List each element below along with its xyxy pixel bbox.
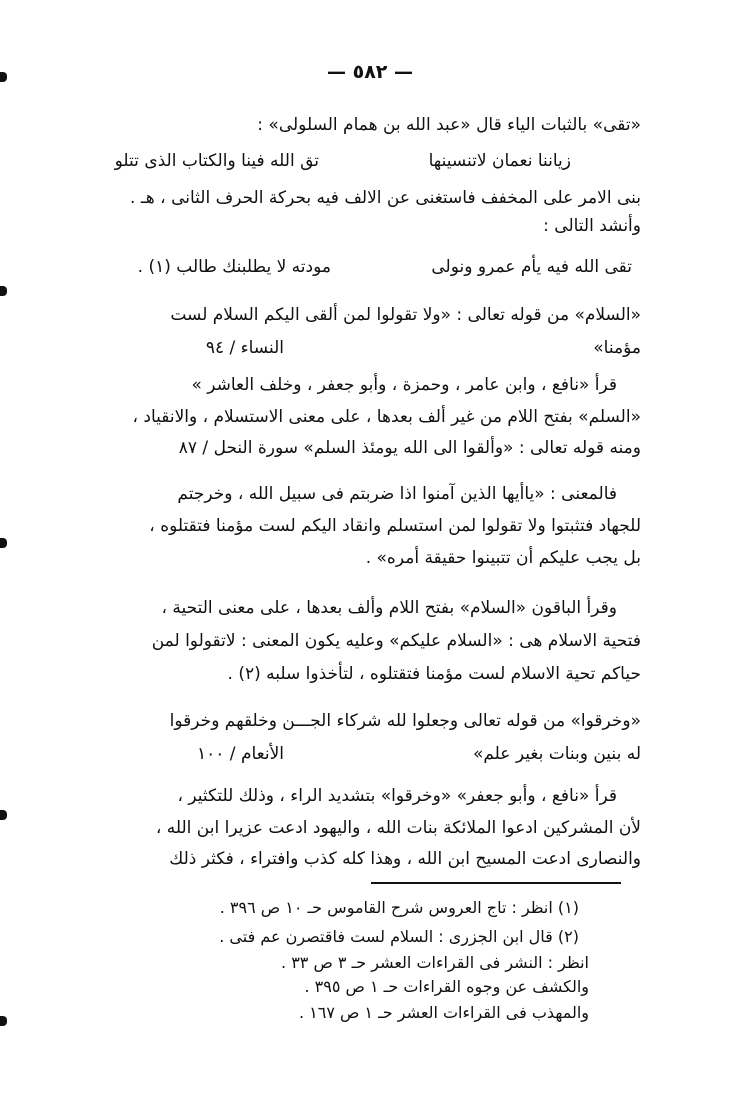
footnote-rule (371, 882, 621, 884)
scan-edge-mark (0, 72, 7, 82)
body-line: فالمعنى : «ياأيها الذين آمنوا اذا ضربتم فى سبيل الله ، وخرجتم (177, 484, 617, 504)
citation-reference: النساء / ٩٤ (205, 338, 284, 358)
body-line: «تقى» بالثبات الياء قال «عبد الله بن همام السلولى» : (257, 115, 641, 135)
verse-hemistich: تق الله فينا والكتاب الذى تتلو (114, 151, 319, 171)
body-line: مؤمنا» (593, 338, 641, 358)
body-line: «وخرقوا» من قوله تعالى وجعلوا لله شركاء الجـــن وخلقهم وخرقوا (169, 711, 641, 731)
body-line: «السلم» بفتح اللام من غير ألف بعدها ، على معنى الاستسلام ، والانقياد ، (132, 407, 641, 427)
scan-edge-mark (0, 538, 7, 548)
body-line: لأن المشركين ادعوا الملائكة بنات الله ، واليهود ادعت عزيرا ابن الله ، (155, 818, 641, 838)
body-line: والنصارى ادعت المسيح ابن الله ، وهذا كله كذب وافتراء ، فكثر ذلك (169, 849, 641, 869)
body-line: وأنشد التالى : (543, 216, 641, 236)
body-line: ومنه قوله تعالى : «وألقوا الى الله يومئذ السلم» سورة النحل / ٨٧ (178, 438, 641, 458)
footnote: (١) انظر : تاج العروس شرح القاموس حـ ١٠ ص ٣٩٦ . (219, 898, 579, 917)
body-line: وقرأ الباقون «السلام» بفتح اللام وألف بعدها ، على معنى التحية ، (161, 598, 617, 618)
verse-hemistich: تقى الله فيه يأم عمرو ونولى (431, 257, 632, 277)
scan-edge-mark (0, 286, 7, 296)
page-number: — ٥٨٢ — (326, 61, 414, 83)
footnote: (٢) قال ابن الجزرى : السلام لست فاقتصرن عم فتى . (219, 927, 579, 946)
citation-reference: الأنعام / ١٠٠ (197, 744, 284, 764)
body-line: فتحية الاسلام هى : «السلام عليكم» وعليه يكون المعنى : لاتقولوا لمن (151, 631, 641, 651)
footnote: والمهذب فى القراءات العشر حـ ١ ص ١٦٧ . (298, 1003, 589, 1022)
body-line: قرأ «نافع ، وأبو جعفر» «وخرقوا» بتشديد الراء ، وذلك للتكثير ، (177, 786, 617, 806)
body-line: بنى الامر على المخفف فاستغنى عن الالف فيه بحركة الحرف الثانى ، هـ . (130, 188, 641, 208)
verse-hemistich: مودته لا يطلبنك طالب (١) . (137, 257, 331, 277)
scan-edge-mark (0, 1016, 7, 1026)
body-line: حياكم تحية الاسلام لست مؤمنا فتقتلوه ، لتأخذوا سلبه (٢) . (227, 664, 641, 684)
verse-hemistich: زياننا نعمان لاتنسينها (428, 151, 571, 171)
body-line: قرأ «نافع ، وابن عامر ، وحمزة ، وأبو جعفر ، وخلف العاشر » (191, 375, 617, 395)
footnote: انظر : النشر فى القراءات العشر حـ ٣ ص ٣٣ . (281, 953, 589, 972)
body-line: بل يجب عليكم أن تتبينوا حقيقة أمره» . (365, 548, 641, 568)
scan-edge-mark (0, 810, 7, 820)
body-line: له بنين وبنات بغير علم» (472, 744, 641, 764)
body-line: للجهاد فتثبتوا ولا تقولوا لمن استسلم وانقاد اليكم لست مؤمنا فتقتلوه ، (149, 516, 641, 536)
footnote: والكشف عن وجوه القراءات حـ ١ ص ٣٩٥ . (304, 977, 589, 996)
body-line: «السلام» من قوله تعالى : «ولا تقولوا لمن ألقى اليكم السلام لست (170, 305, 641, 325)
